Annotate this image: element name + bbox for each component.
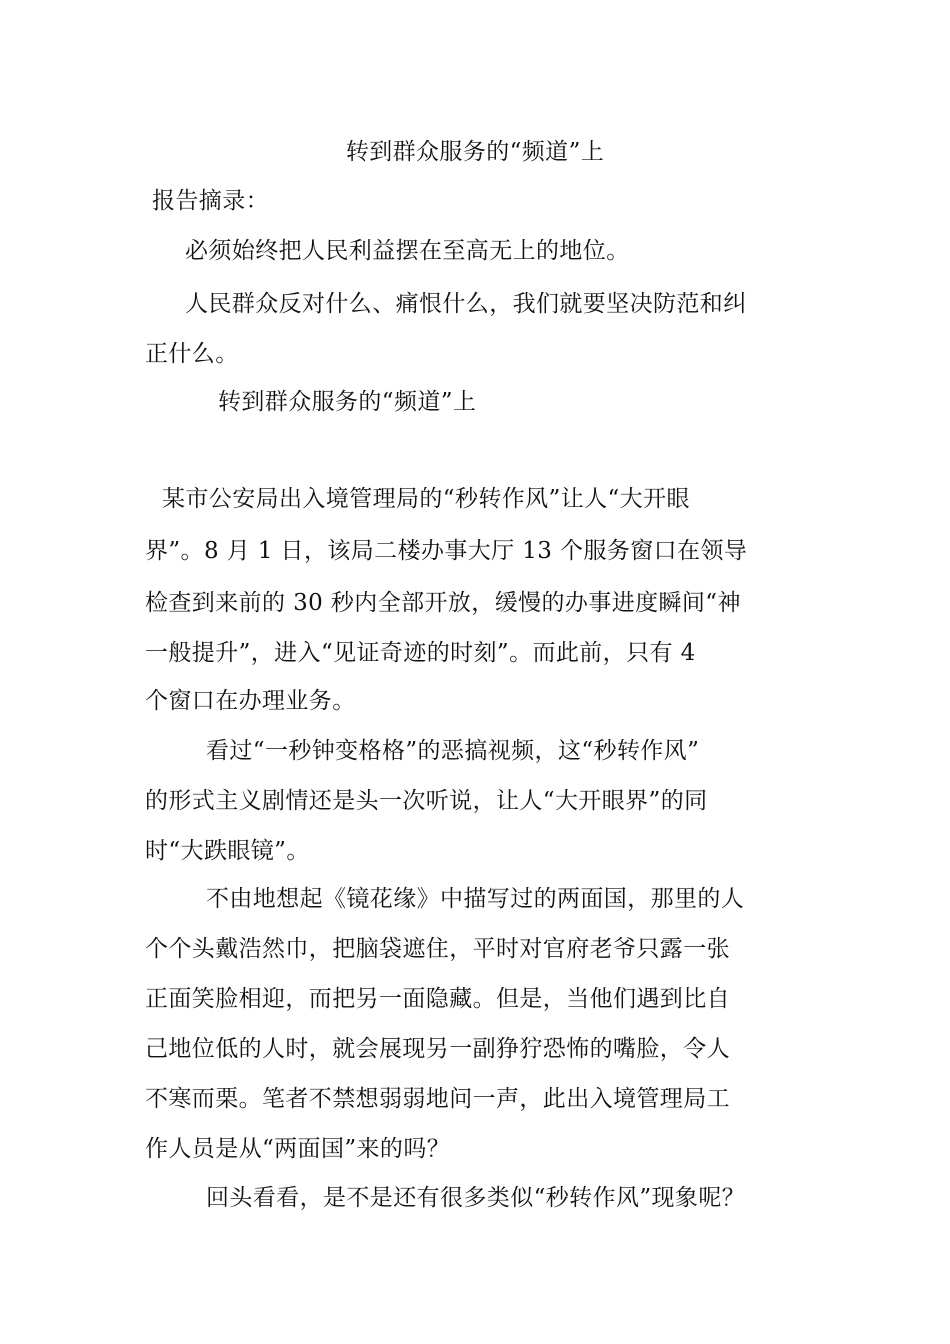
paragraph-line: 检查到来前的 30 秒内全部开放，缓慢的办事进度瞬间“神	[145, 590, 741, 616]
summary-line: 必须始终把人民利益摆在至高无上的地位。	[185, 238, 630, 264]
paragraph-line: 的形式主义剧情还是头一次听说，让人“大开眼界”的同	[145, 788, 708, 814]
abstract-label: 报告摘录：	[152, 188, 269, 214]
paragraph-line: 己地位低的人时，就会展现另一副狰狞恐怖的嘴脸，令人	[145, 1036, 730, 1062]
paragraph-line: 个窗口在办理业务。	[145, 688, 356, 714]
paragraph-line: 时“大跌眼镜”。	[145, 838, 310, 864]
paragraph-line: 作人员是从“两面国”来的吗？	[145, 1136, 451, 1162]
paragraph-line: 正面笑脸相迎，而把另一面隐藏。但是，当他们遇到比自	[145, 986, 730, 1012]
paragraph-line: 个个头戴浩然巾，把脑袋遮住，平时对官府老爷只露一张	[145, 936, 730, 962]
paragraph-line: 看过“一秒钟变格格”的恶搞视频，这“秒转作风”	[206, 738, 700, 764]
paragraph-line: 回头看看，是不是还有很多类似“秒转作风”现象呢？	[206, 1185, 746, 1211]
paragraph-line: 界”。8 月 1 日，该局二楼办事大厅 13 个服务窗口在领导	[145, 538, 748, 564]
document-title: 转到群众服务的“频道”上	[345, 139, 605, 165]
paragraph-line: 一般提升”，进入“见证奇迹的时刻”。而此前，只有 4	[145, 640, 696, 666]
paragraph-line: 某市公安局出入境管理局的“秒转作风”让人“大开眼	[162, 486, 690, 512]
document-subtitle: 转到群众服务的“频道”上	[218, 389, 477, 415]
summary-line: 正什么。	[145, 341, 239, 367]
paragraph-line: 不寒而栗。笔者不禁想弱弱地问一声，此出入境管理局工	[145, 1086, 730, 1112]
summary-line: 人民群众反对什么、痛恨什么，我们就要坚决防范和纠	[185, 291, 747, 317]
paragraph-line: 不由地想起《镜花缘》中描写过的两面国，那里的人	[206, 886, 745, 912]
